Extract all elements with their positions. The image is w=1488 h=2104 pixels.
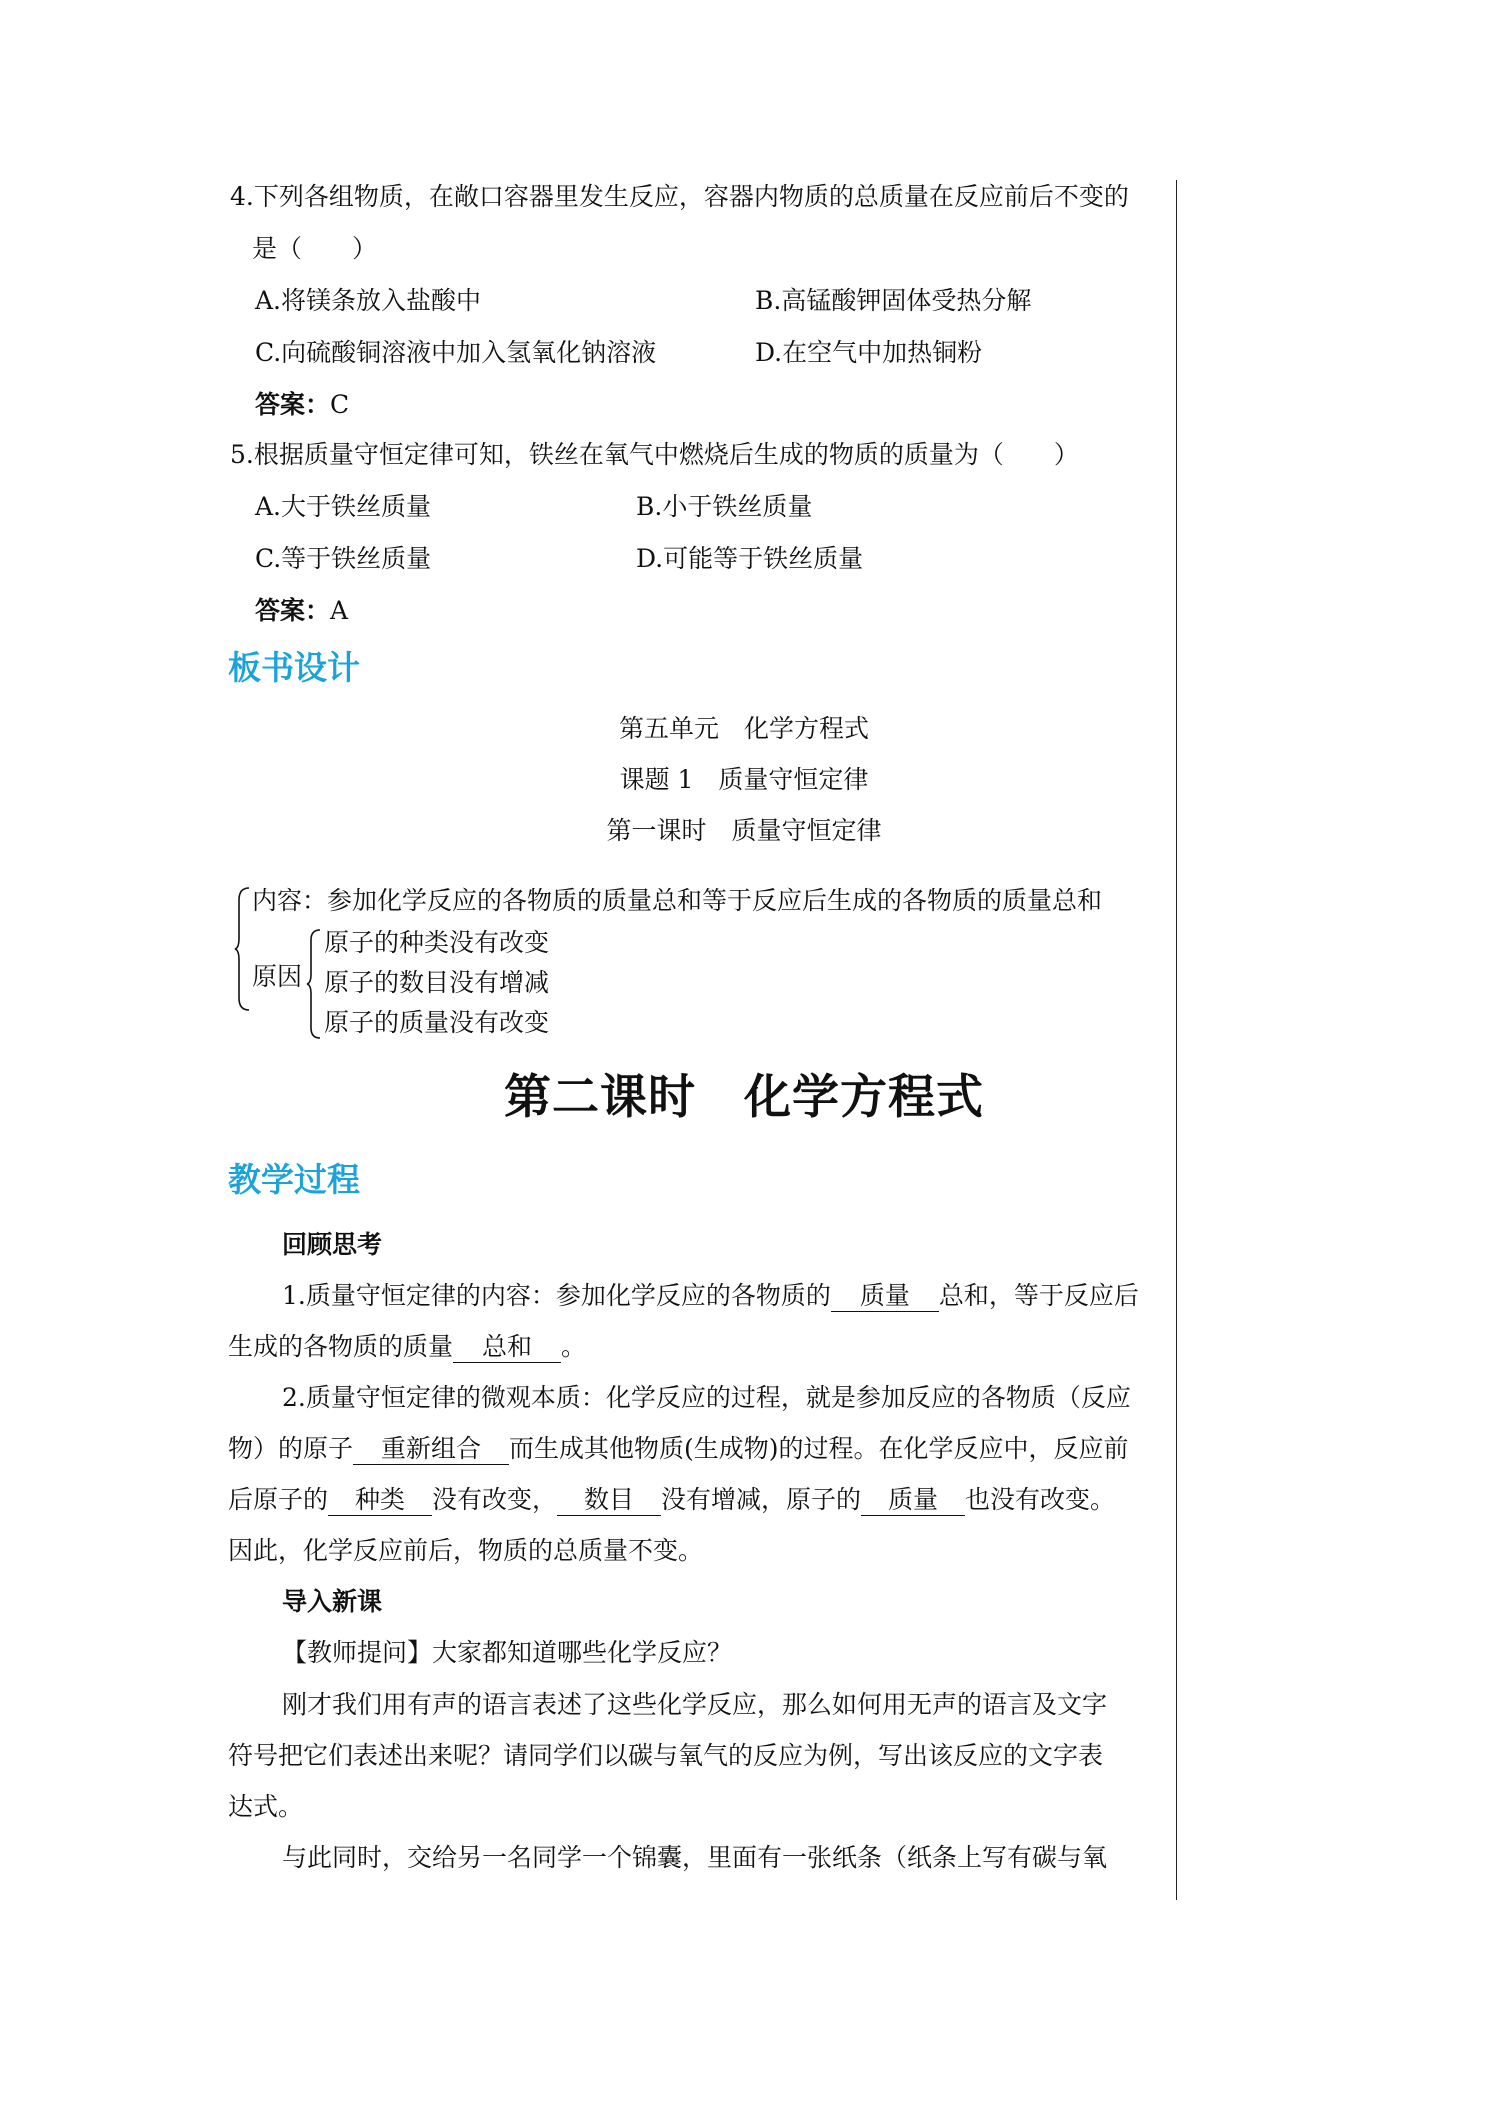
paragraph-2-line1: 与此同时，交给另一名同学一个锦囊，里面有一张纸条（纸条上写有碳与氧 bbox=[282, 1843, 1108, 1872]
review-2-text-g: 也没有改变。 bbox=[965, 1485, 1116, 1514]
q5-answer-value: A bbox=[330, 596, 349, 625]
q4-answer-value: C bbox=[330, 390, 350, 419]
review-item-2-line4: 因此，化学反应前后，物质的总质量不变。 bbox=[228, 1536, 704, 1565]
paragraph-1-line2: 符号把它们表述出来呢？请同学们以碳与氧气的反应为例，写出该反应的文字表 bbox=[228, 1741, 1104, 1770]
q4-option-d: D.在空气中加热铜粉 bbox=[755, 338, 983, 367]
review-item-1-line1 bbox=[282, 1279, 1139, 1313]
blank-recombine: 重新组合 bbox=[353, 1434, 509, 1465]
q5-answer-label: 答案： bbox=[255, 596, 331, 625]
review-1-text-c: 生成的各物质的质量 bbox=[228, 1332, 454, 1361]
intro-heading: 导入新课 bbox=[282, 1587, 383, 1616]
review-item-2-line1: 2.质量守恒定律的微观本质：化学反应的过程，就是参加反应的各物质（反应 bbox=[282, 1383, 1131, 1412]
q4-stem-line1: 4.下列各组物质，在敞口容器里发生反应，容器内物质的总质量在反应前后不变的 bbox=[230, 182, 1129, 211]
board-line-lesson: 第一课时 质量守恒定律 bbox=[606, 816, 882, 845]
paragraph-1-line3: 达式。 bbox=[228, 1792, 304, 1821]
blank-number: 数目 bbox=[557, 1485, 661, 1516]
review-2-text-c: 而生成其他物质(生成物)的过程。在化学反应中，反应前 bbox=[509, 1434, 1129, 1463]
q4-option-c: C.向硫酸铜溶液中加入氢氧化钠溶液 bbox=[255, 338, 657, 367]
blank-kind: 种类 bbox=[328, 1485, 432, 1516]
page-margin-line bbox=[1176, 180, 1177, 1900]
lesson2-title: 第二课时 化学方程式 bbox=[504, 1070, 984, 1125]
q5-option-c: C.等于铁丝质量 bbox=[255, 544, 432, 573]
board-line-unit: 第五单元 化学方程式 bbox=[618, 714, 869, 743]
review-1-text-a: 1.质量守恒定律的内容：参加化学反应的各物质的 bbox=[282, 1281, 831, 1310]
review-item-2-line2 bbox=[228, 1432, 1129, 1466]
review-2-text-b: 物）的原子 bbox=[228, 1434, 354, 1463]
review-heading: 回顾思考 bbox=[282, 1230, 383, 1259]
review-1-text-d: 。 bbox=[561, 1332, 587, 1361]
paragraph-1-line1: 刚才我们用有声的语言表述了这些化学反应，那么如何用无声的语言及文字 bbox=[282, 1690, 1108, 1719]
q5-option-d: D.可能等于铁丝质量 bbox=[636, 544, 864, 573]
q4-stem-line2: 是（ ） bbox=[252, 234, 378, 263]
q5-option-a: A.大于铁丝质量 bbox=[255, 492, 432, 521]
review-item-1-line2 bbox=[228, 1330, 586, 1364]
teacher-question: 【教师提问】大家都知道哪些化学反应？ bbox=[282, 1638, 733, 1667]
blank-mass: 质量 bbox=[831, 1281, 939, 1312]
board-design-heading: 板书设计 bbox=[228, 648, 360, 687]
board-reason-label: 原因 bbox=[252, 962, 303, 991]
review-item-2-line3 bbox=[228, 1483, 1115, 1517]
teaching-process-heading: 教学过程 bbox=[228, 1160, 360, 1199]
q5-option-b: B.小于铁丝质量 bbox=[636, 492, 813, 521]
review-1-text-b: 总和，等于反应后 bbox=[938, 1281, 1139, 1310]
q4-answer bbox=[255, 388, 349, 422]
blank-atom-mass: 质量 bbox=[861, 1485, 965, 1516]
q4-answer-label: 答案： bbox=[255, 390, 331, 419]
board-reason-3: 原子的质量没有改变 bbox=[324, 1008, 550, 1037]
review-2-text-d: 后原子的 bbox=[228, 1485, 329, 1514]
q5-stem: 5.根据质量守恒定律可知，铁丝在氧气中燃烧后生成的物质的质量为（ ） bbox=[230, 440, 1079, 469]
q4-option-a: A.将镁条放入盐酸中 bbox=[255, 286, 482, 315]
board-reason-1: 原子的种类没有改变 bbox=[324, 928, 550, 957]
outer-brace-icon bbox=[234, 886, 252, 1012]
inner-brace-icon bbox=[306, 928, 322, 1040]
blank-total: 总和 bbox=[453, 1332, 561, 1363]
q5-answer bbox=[255, 594, 348, 628]
board-content: 内容：参加化学反应的各物质的质量总和等于反应后生成的各物质的质量总和 bbox=[252, 886, 1103, 915]
review-2-text-e: 没有改变， bbox=[432, 1485, 558, 1514]
board-reason-2: 原子的数目没有增减 bbox=[324, 968, 550, 997]
q4-option-b: B.高锰酸钾固体受热分解 bbox=[755, 286, 1032, 315]
review-2-text-f: 没有增减，原子的 bbox=[661, 1485, 862, 1514]
board-line-topic: 课题 1 质量守恒定律 bbox=[619, 765, 869, 794]
